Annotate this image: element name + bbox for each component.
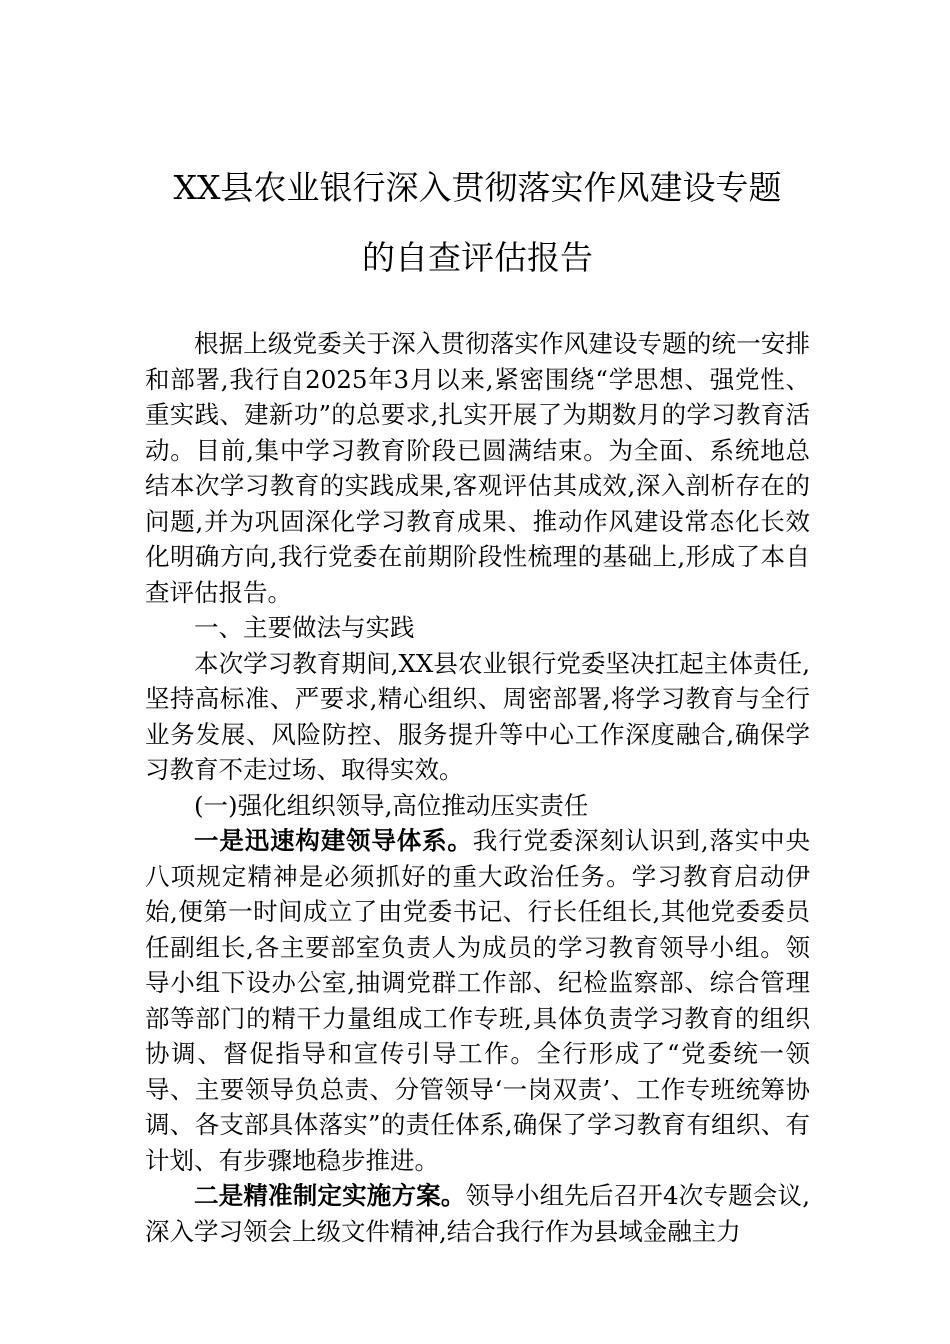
- document-body: [145, 326, 810, 1249]
- intro-paragraph: [145, 326, 810, 610]
- subsection-heading: [145, 788, 810, 824]
- paragraph-text: 领导小组先后召开4次专题会议,深入学习领会上级文件精神,结合我行作为县域金融主力: [145, 1181, 811, 1246]
- section-intro-paragraph: [145, 646, 810, 788]
- point-lead: 一是迅速构建领导体系。: [194, 826, 473, 855]
- point-paragraph-2: [145, 1178, 810, 1249]
- paragraph-text: 我行党委深刻认识到,落实中央八项规定精神是必须抓好的重大政治任务。学习教育启动伊始,便第一时间成立了由党委书记、行长任组长,其他党委委员任副组长,各主要部室负责人为成员的学习教育领导小组。领导小组下设办公室,抽调党群工作部、纪检监察部、综合管理部等部门的精干力量组成工作专班,具体负责学习教育的组织协调、督促指导和宣传引导工作。全行形成了“党委统一领导、主要领导负总责、分管领导‘一岗双责’、工作专班统筹协调、各支部具体落实”的责任体系,确保了学习教育有组织、有计划、有步骤地稳步推进。: [145, 826, 810, 1175]
- paragraph-text: 本次学习教育期间,XX县农业银行党委坚决扛起主体责任,坚持高标准、严要求,精心组织、周密部署,将学习教育与全行业务发展、风险防控、服务提升等中心工作深度融合,确保学习教育不走过场、取得实效。: [145, 648, 810, 784]
- section-heading: [145, 610, 810, 646]
- section-heading-text: 一、主要做法与实践: [194, 613, 415, 642]
- document-title-line-1: XX县农业银行深入贯彻落实作风建设专题: [173, 168, 782, 207]
- paragraph-text: 根据上级党委关于深入贯彻落实作风建设专题的统一安排和部署,我行自2025年3月以来,紧密围绕“学思想、强党性、重实践、建新功”的总要求,扎实开展了为期数月的学习教育活动。目前,集中学习教育阶段已圆满结束。为全面、系统地总结本次学习教育的实践成果,客观评估其成效,深入剖析存在的问题,并为巩固深化学习教育成果、推动作风建设常态化长效化明确方向,我行党委在前期阶段性梳理的基础上,形成了本自查评估报告。: [145, 329, 810, 607]
- point-lead: 二是精准制定实施方案。: [194, 1181, 466, 1210]
- point-paragraph-1: [145, 823, 810, 1178]
- document-title-line-2: 的自查评估报告: [362, 238, 593, 277]
- subsection-heading-text: (一)强化组织领导,高位推动压实责任: [194, 790, 589, 820]
